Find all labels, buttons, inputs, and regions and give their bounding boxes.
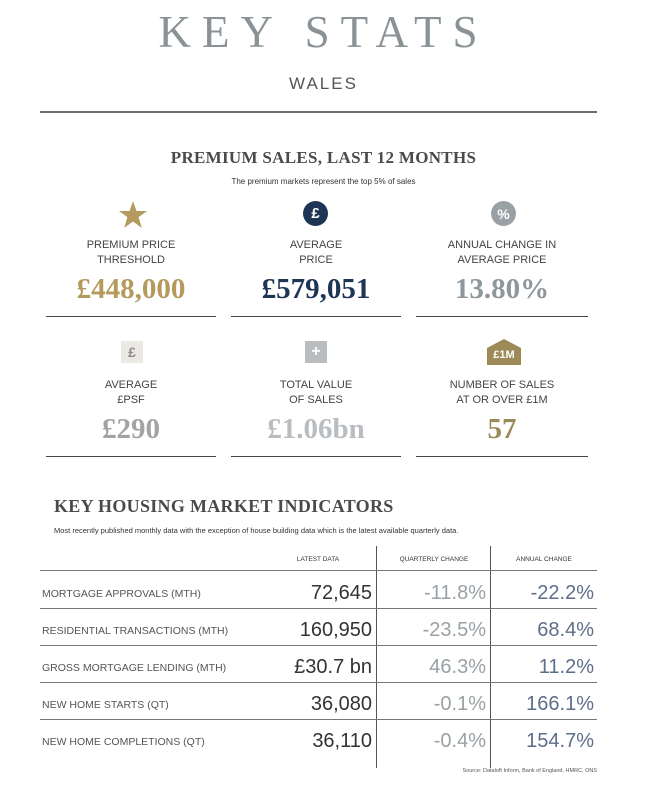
column-header-annual: ANNUAL CHANGE <box>516 556 572 563</box>
stat-annual-change <box>416 238 588 317</box>
stat-value: £579,051 <box>261 273 371 305</box>
stat-label: AT OR OVER £1M <box>456 394 548 406</box>
row-divider <box>40 608 597 609</box>
region-label: WALES <box>289 74 358 93</box>
row-label: RESIDENTIAL TRANSACTIONS (MTH) <box>42 625 229 637</box>
stat-average-price <box>231 238 401 317</box>
house-1m-icon <box>487 339 521 365</box>
stat-value: £448,000 <box>76 273 186 305</box>
stat-value: 13.80% <box>454 273 550 305</box>
stat-underline <box>416 316 588 317</box>
house-1m-label: £1M <box>493 349 515 361</box>
stat-label: OF SALES <box>289 394 343 406</box>
divider <box>40 111 597 113</box>
latest-value: £30.7 bn <box>294 656 372 678</box>
quarterly-value: 46.3% <box>429 656 486 678</box>
row-divider <box>40 682 597 683</box>
annual-value: -22.2% <box>530 582 594 604</box>
row-divider <box>40 719 597 720</box>
stat-label: PRICE <box>299 254 333 266</box>
page-title: KEY STATS <box>158 7 489 57</box>
pound-circle-icon: £ <box>303 201 328 226</box>
annual-value: 68.4% <box>537 619 594 641</box>
pound-square-icon: £ <box>121 341 143 363</box>
latest-value: 160,950 <box>299 619 372 641</box>
premium-heading: PREMIUM SALES, LAST 12 MONTHS <box>170 148 477 167</box>
quarterly-value: -0.4% <box>433 730 486 752</box>
stat-value: £1.06bn <box>267 413 365 445</box>
stat-total-value <box>231 378 401 457</box>
plus-square-icon: + <box>305 341 327 363</box>
indicators-subheading: Most recently published monthly data with the exception of house building data which is the latest available quarterly data. <box>54 526 459 535</box>
stat-label: THRESHOLD <box>97 254 165 266</box>
stat-underline <box>46 456 216 457</box>
stat-label: ANNUAL CHANGE IN <box>447 239 557 251</box>
stat-label: AVERAGE PRICE <box>457 254 547 266</box>
indicators-heading: KEY HOUSING MARKET INDICATORS <box>54 496 394 516</box>
quarterly-value: -0.1% <box>433 693 486 715</box>
premium-subheading: The premium markets represent the top 5% of sales <box>231 177 416 186</box>
star-icon <box>118 200 148 228</box>
stat-label: PREMIUM PRICE <box>86 239 176 251</box>
annual-value: 154.7% <box>526 730 594 752</box>
stat-average-psf <box>46 378 216 457</box>
row-label: GROSS MORTGAGE LENDING (MTH) <box>42 662 227 674</box>
stat-sales-over-1m <box>416 378 588 457</box>
stat-value: 57 <box>487 413 517 445</box>
quarterly-value: -11.8% <box>424 582 486 604</box>
stat-premium-threshold <box>46 238 216 317</box>
stat-underline <box>231 456 401 457</box>
stat-value: £290 <box>102 413 160 445</box>
source-note: Source: Dataloft Inform, Bank of England, HMRC, ONS <box>462 768 597 774</box>
annual-value: 166.1% <box>526 693 594 715</box>
stat-label: AVERAGE <box>289 239 343 251</box>
column-header-quarterly: QUARTERLY CHANGE <box>399 556 469 563</box>
stat-label: AVERAGE <box>104 379 158 391</box>
row-label: NEW HOME STARTS (QT) <box>42 699 169 711</box>
row-label: NEW HOME COMPLETIONS (QT) <box>42 736 205 748</box>
row-label: MORTGAGE APPROVALS (MTH) <box>42 588 201 600</box>
latest-value: 36,110 <box>312 730 372 752</box>
stat-label: TOTAL VALUE <box>279 379 353 391</box>
stat-label: NUMBER OF SALES <box>449 379 555 391</box>
row-divider <box>40 570 597 571</box>
annual-value: 11.2% <box>538 656 594 678</box>
stat-label: £PSF <box>117 394 145 406</box>
percent-circle-icon: % <box>491 201 516 226</box>
column-divider <box>490 546 491 768</box>
stat-underline <box>416 456 588 457</box>
quarterly-value: -23.5% <box>422 619 486 641</box>
column-header-latest: LATEST DATA <box>296 556 340 563</box>
latest-value: 72,645 <box>310 582 372 604</box>
column-divider <box>376 546 377 768</box>
stat-underline <box>46 316 216 317</box>
stat-underline <box>231 316 401 317</box>
latest-value: 36,080 <box>310 693 372 715</box>
row-divider <box>40 645 597 646</box>
